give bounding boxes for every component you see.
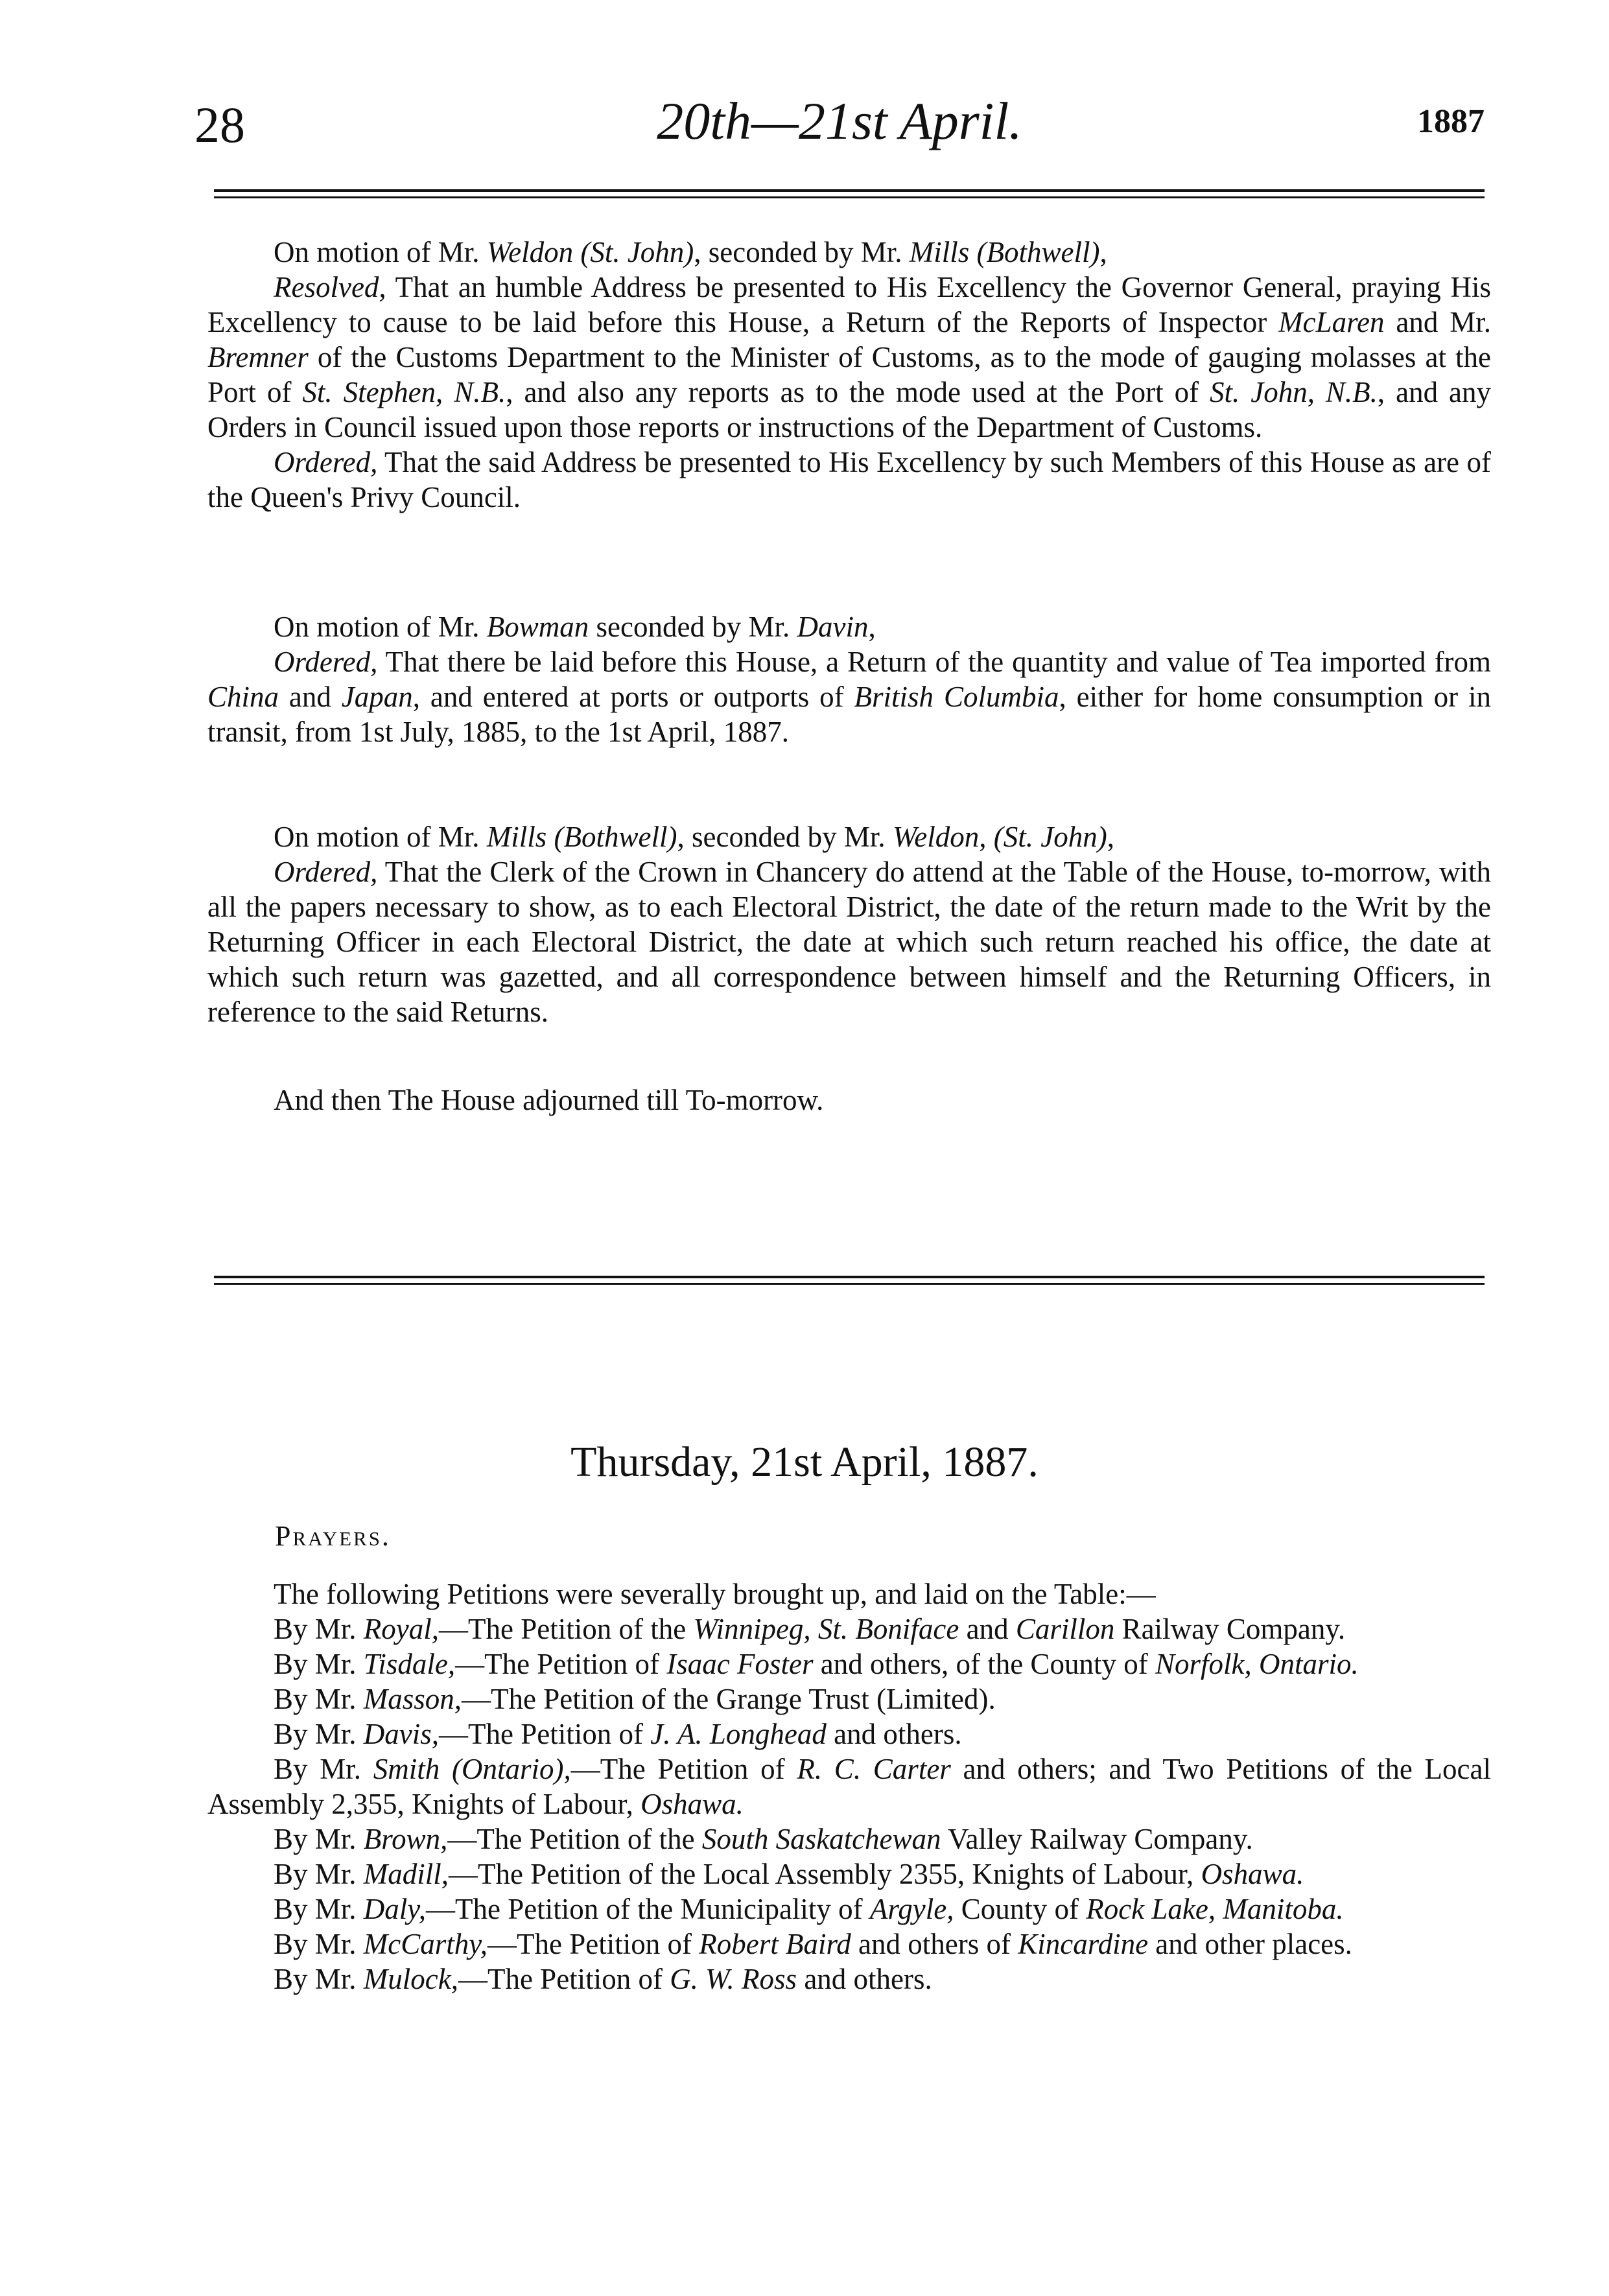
page-header <box>194 91 1485 169</box>
petition-item: By Mr. Smith (Ontario),—The Petition of R. C. Carter and others; and Two Petitions of the Local Assembly 2,355, Knights of Labour, Oshawa. <box>207 1753 1491 1820</box>
running-title: 20th—21st April. <box>657 91 1022 150</box>
order-paragraph: Ordered, That there be laid before this House, a Return of the quantity and value of Tea imported from China and Japan, and entered at ports or outports of British Columbia, either for home consumption or in transit, from 1st July, 1885, to the 1st April, 1887. <box>207 646 1491 748</box>
prayers-label: Prayers. <box>275 1520 391 1552</box>
entry-mills-clerk <box>207 819 1491 1029</box>
petition-item: By Mr. Daly,—The Petition of the Municipality of Argyle, County of Rock Lake, Manitoba. <box>274 1893 1344 1925</box>
petitions-intro: The following Petitions were severally brought up, and laid on the Table:— <box>274 1578 1156 1610</box>
petition-item: By Mr. McCarthy,—The Petition of Robert Baird and others of Kincardine and other places. <box>274 1928 1352 1960</box>
petition-item: By Mr. Masson,—The Petition of the Grange Trust (Limited). <box>274 1683 996 1715</box>
entry-weldon-address <box>207 235 1491 515</box>
section-divider <box>214 1276 1485 1285</box>
day-heading: Thursday, 21st April, 1887. <box>570 1438 1039 1486</box>
motion-line: On motion of Mr. Mills (Bothwell), seconded by Mr. Weldon, (St. John), <box>274 821 1114 853</box>
order-paragraph: Ordered, That the Clerk of the Crown in Chancery do attend at the Table of the House, to-morrow, with all the papers necessary to show, as to each Electoral District, the date of the return made to the Writ by the Returning Officer in each Electoral District, the date at which such return reached his office, the date at which such return was gazetted, and all correspondence between himself and the Returning Officers, in reference to the said Returns. <box>207 856 1491 1028</box>
motion-line: On motion of Mr. Bowman seconded by Mr. Davin, <box>274 611 876 643</box>
resolution-paragraph: Resolved, That an humble Address be presented to His Excellency the Governor General, praying His Excellency to cause to be laid before this House, a Return of the Reports of Inspector McLaren and Mr. Bremner of the Customs Department to the Minister of Customs, as to the mode of gauging molasses at the Port of St. Stephen, N.B., and also any reports as to the mode used at the Port of St. John, N.B., and any Orders in Council issued upon those reports or instructions of the Department of Customs. <box>207 271 1491 443</box>
order-paragraph: Ordered, That the said Address be presented to His Excellency by such Members of this House as are of the Queen's Privy Council. <box>207 446 1491 513</box>
motion-line: On motion of Mr. Weldon (St. John), seconded by Mr. Mills (Bothwell), <box>274 236 1107 268</box>
petition-item: By Mr. Davis,—The Petition of J. A. Longhead and others. <box>274 1718 962 1750</box>
petition-item: By Mr. Mulock,—The Petition of G. W. Ross and others. <box>274 1963 932 1995</box>
petition-item: By Mr. Madill,—The Petition of the Local Assembly 2355, Knights of Labour, Oshawa. <box>274 1858 1304 1890</box>
header-year: 1887 <box>1417 103 1485 140</box>
petition-item: By Mr. Brown,—The Petition of the South Saskatchewan Valley Railway Company. <box>274 1823 1253 1855</box>
petition-item: By Mr. Tisdale,—The Petition of Isaac Foster and others, of the County of Norfolk, Ontario. <box>274 1648 1359 1680</box>
page-number: 28 <box>194 97 245 153</box>
entry-bowman-return <box>207 609 1491 749</box>
header-rule <box>214 189 1485 198</box>
petitions-list <box>207 1576 1491 1997</box>
petition-item: By Mr. Royal,—The Petition of the Winnipeg, St. Boniface and Carillon Railway Company. <box>274 1613 1346 1645</box>
adjournment-line: And then The House adjourned till To-morrow. <box>274 1084 824 1116</box>
